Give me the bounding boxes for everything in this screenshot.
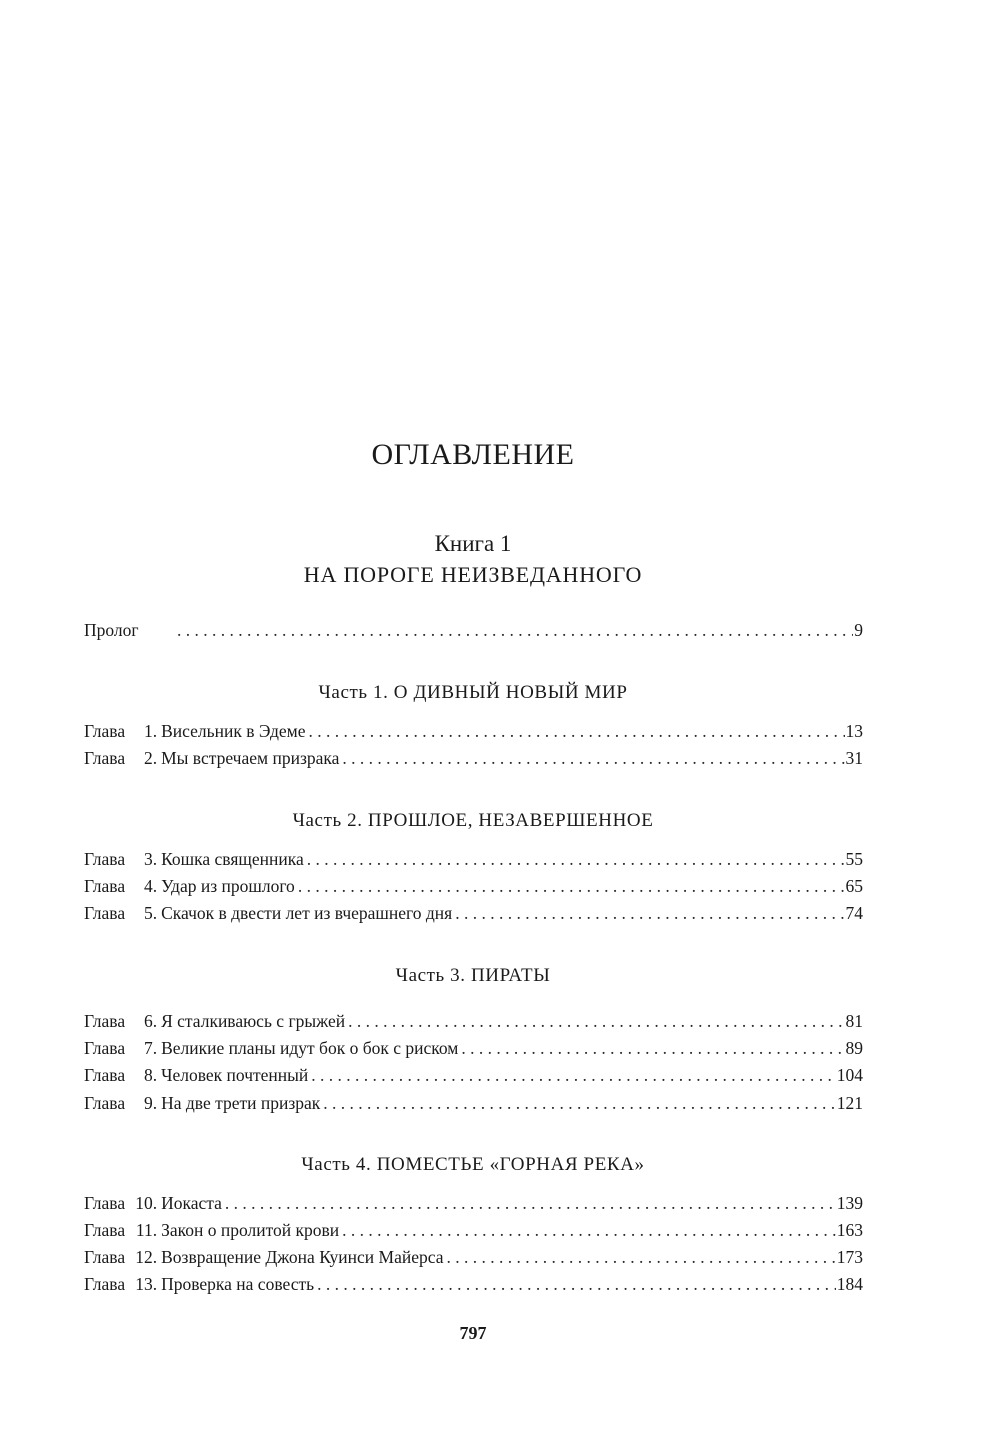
entry-prefix: Глава	[84, 1038, 126, 1058]
dot-leader	[317, 1274, 836, 1295]
part-heading: Часть 3. ПИРАТЫ	[395, 965, 551, 986]
entry-prefix: Глава	[84, 849, 126, 869]
part-heading: Часть 2. ПРОШЛОЕ, НЕЗАВЕРШЕННОЕ	[292, 810, 654, 831]
toc-entry[interactable]	[84, 1093, 863, 1119]
toc-entry[interactable]	[84, 1011, 863, 1037]
entry-number: 1.	[143, 721, 158, 741]
toc-entry[interactable]	[84, 1193, 863, 1219]
book-title: НА ПОРОГЕ НЕИЗВЕДАННОГО	[303, 562, 643, 587]
dot-leader	[311, 1065, 835, 1086]
toc-entry[interactable]	[84, 1038, 863, 1064]
entry-page: 55	[845, 849, 863, 869]
entry-number: 7.	[143, 1038, 158, 1058]
toc-entry[interactable]	[84, 1247, 863, 1273]
entry-title: Великие планы идут бок о бок с риском	[161, 1038, 459, 1058]
entry-title: Кошка священника	[161, 849, 304, 869]
dot-leader	[177, 620, 853, 641]
entry-prefix: Глава	[84, 1274, 126, 1294]
entry-title: Я сталкиваюсь с грыжей	[161, 1011, 346, 1031]
entry-page: 139	[836, 1193, 863, 1213]
dot-leader	[342, 748, 844, 769]
part-heading: Часть 4. ПОМЕСТЬЕ «ГОРНАЯ РЕКА»	[301, 1154, 645, 1175]
entry-title: Человек почтенный	[161, 1065, 309, 1085]
entry-prefix: Глава	[84, 721, 126, 741]
entry-number: 11.	[135, 1220, 158, 1240]
entry-prefix: Глава	[84, 748, 126, 768]
entry-prefix: Глава	[84, 1220, 126, 1240]
entry-title: Висельник в Эдеме	[161, 721, 306, 741]
entry-page: 89	[845, 1038, 863, 1058]
entry-prefix: Глава	[84, 1065, 126, 1085]
entry-prefix: Глава	[84, 1093, 126, 1113]
dot-leader	[447, 1247, 836, 1268]
entry-page: 31	[845, 748, 863, 768]
dot-leader	[323, 1093, 835, 1114]
entry-title: Мы встречаем призрака	[161, 748, 340, 768]
toc-entry[interactable]	[84, 1065, 863, 1091]
entry-number: 5.	[143, 903, 158, 923]
entry-page: 163	[836, 1220, 863, 1240]
dot-leader	[461, 1038, 844, 1059]
entry-page: 121	[836, 1093, 863, 1113]
toc-entry[interactable]	[84, 876, 863, 902]
entry-prefix: Глава	[84, 1193, 126, 1213]
toc-entry[interactable]	[84, 748, 863, 774]
entry-page: 173	[836, 1247, 863, 1267]
entry-number: 2.	[143, 748, 158, 768]
entry-title: Скачок в двести лет из вчерашнего дня	[161, 903, 453, 923]
entry-page: 104	[836, 1065, 863, 1085]
entry-prefix: Глава	[84, 1247, 126, 1267]
toc-title: ОГЛАВЛЕНИЕ	[371, 438, 575, 471]
entry-prefix: Глава	[84, 903, 126, 923]
entry-title: Удар из прошлого	[161, 876, 295, 896]
entry-title: Закон о пролитой крови	[161, 1220, 340, 1240]
book-number: Книга 1	[434, 531, 512, 556]
dot-leader	[225, 1193, 836, 1214]
entry-number: 10.	[135, 1193, 158, 1213]
entry-number: 9.	[143, 1093, 158, 1113]
dot-leader	[308, 721, 844, 742]
toc-entry-prologue[interactable]	[84, 620, 863, 646]
entry-prefix: Глава	[84, 876, 126, 896]
entry-title: Проверка на совесть	[161, 1274, 315, 1294]
dot-leader	[298, 876, 845, 897]
toc-entry[interactable]	[84, 903, 863, 929]
entry-prefix: Глава	[84, 1011, 126, 1031]
toc-entry[interactable]	[84, 721, 863, 747]
entry-page: 65	[845, 876, 863, 896]
entry-label: Пролог	[84, 620, 139, 640]
entry-number: 12.	[135, 1247, 158, 1267]
dot-leader	[348, 1011, 844, 1032]
entry-number: 8.	[143, 1065, 158, 1085]
entry-title: Возвращение Джона Куинси Майерса	[161, 1247, 444, 1267]
entry-title: На две трети призрак	[161, 1093, 321, 1113]
entry-number: 13.	[135, 1274, 158, 1294]
toc-entry[interactable]	[84, 849, 863, 875]
dot-leader	[455, 903, 844, 924]
dot-leader	[342, 1220, 836, 1241]
entry-page: 13	[845, 721, 863, 741]
toc-entry[interactable]	[84, 1274, 863, 1300]
entry-page: 74	[845, 903, 863, 923]
toc-entry[interactable]	[84, 1220, 863, 1246]
entry-number: 6.	[143, 1011, 158, 1031]
entry-page: 9	[854, 620, 863, 640]
page-number: 797	[459, 1323, 487, 1343]
entry-number: 4.	[143, 876, 158, 896]
entry-page: 81	[845, 1011, 863, 1031]
part-heading: Часть 1. О ДИВНЫЙ НОВЫЙ МИР	[318, 682, 628, 703]
entry-page: 184	[836, 1274, 863, 1294]
entry-title: Иокаста	[161, 1193, 222, 1213]
entry-number: 3.	[143, 849, 158, 869]
dot-leader	[307, 849, 845, 870]
